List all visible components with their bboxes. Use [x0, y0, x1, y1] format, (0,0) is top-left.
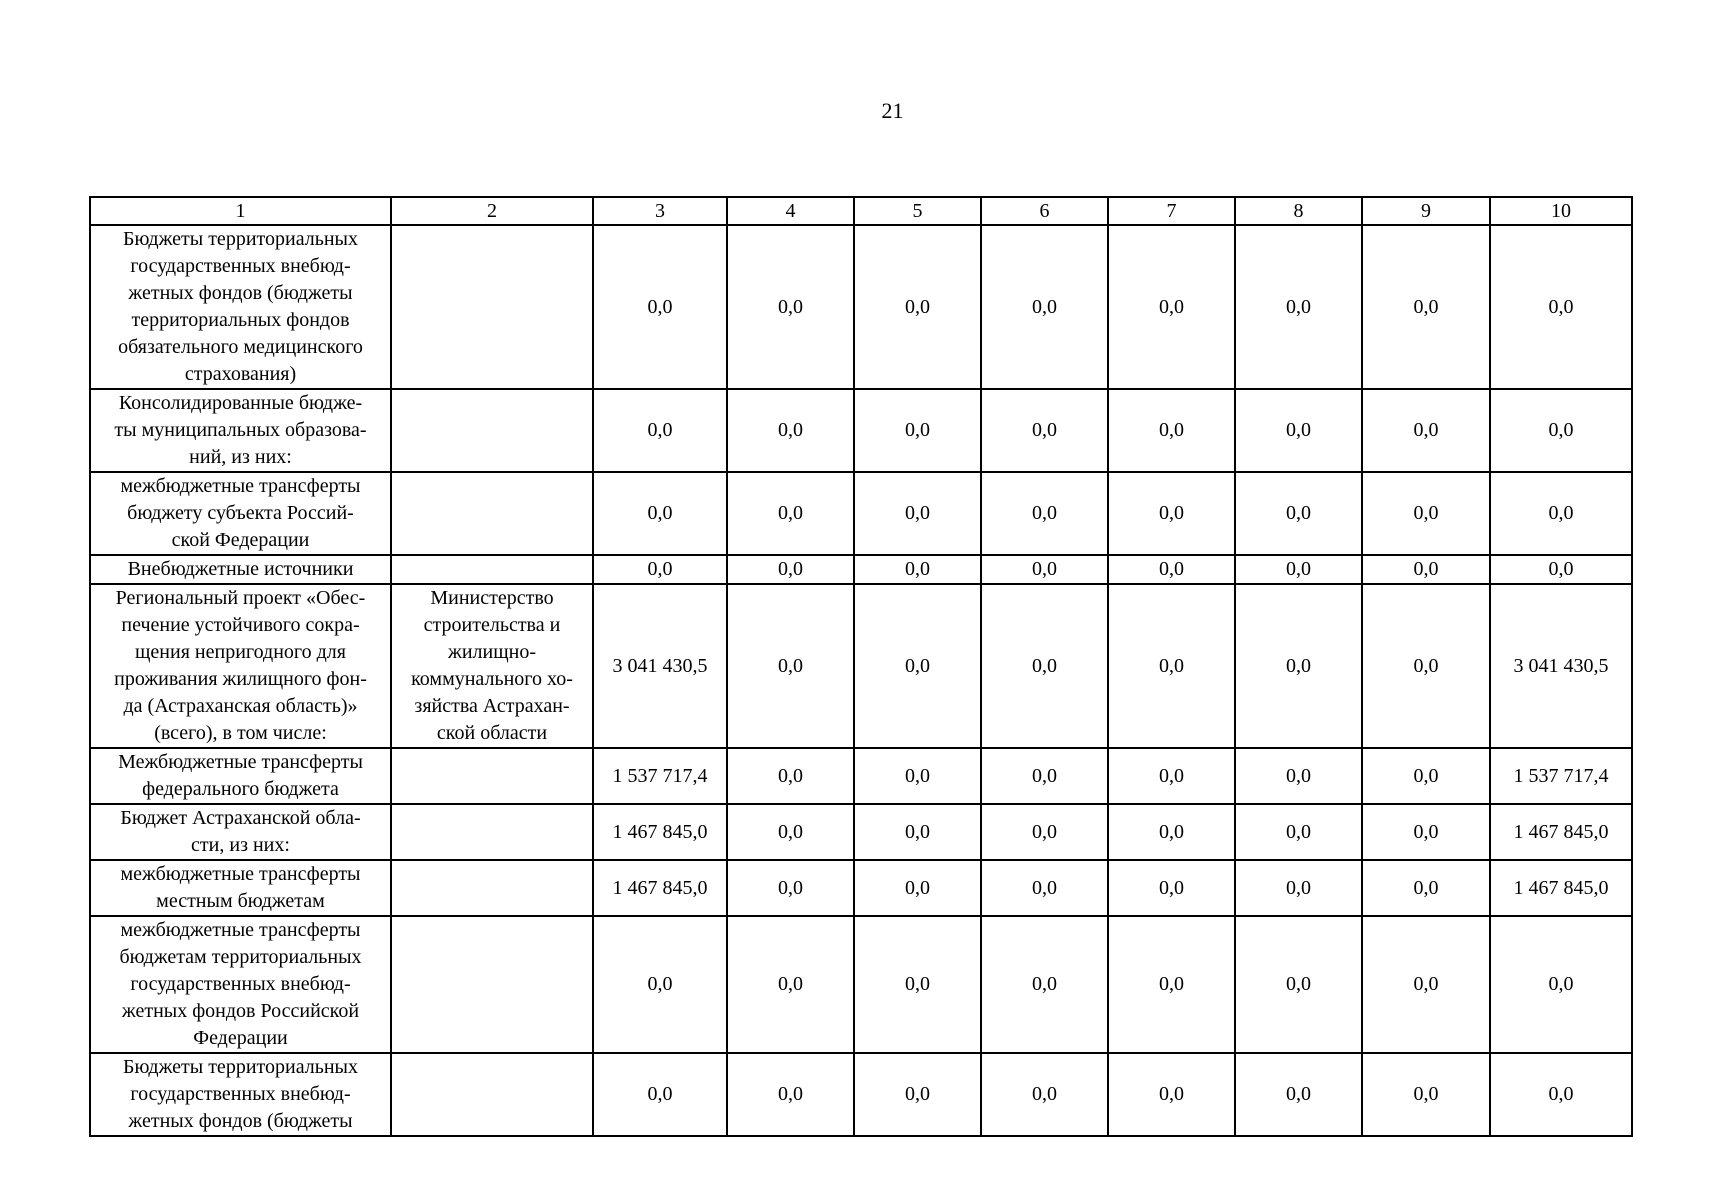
table-row	[90, 804, 1632, 860]
value-cell: 0,0	[981, 225, 1108, 389]
row-label-cell	[90, 555, 391, 584]
value-cell: 0,0	[854, 1053, 981, 1136]
table-row	[90, 860, 1632, 916]
value-cell: 0,0	[1108, 389, 1235, 472]
row-label-cell	[90, 860, 391, 916]
table-row	[90, 584, 1632, 748]
value-cell: 0,0	[1108, 472, 1235, 555]
table-row	[90, 389, 1632, 472]
value-cell: 0,0	[1108, 555, 1235, 584]
value-cell: 0,0	[1362, 472, 1490, 555]
row-label-cell	[90, 225, 391, 389]
value-cell: 0,0	[1362, 860, 1490, 916]
column-header: 7	[1108, 197, 1235, 225]
value-cell: 0,0	[1490, 1053, 1632, 1136]
value-cell: 0,0	[1362, 389, 1490, 472]
row-label-cell	[90, 472, 391, 555]
value-cell: 0,0	[727, 389, 854, 472]
value-cell: 0,0	[1235, 472, 1362, 555]
value-cell: 3 041 430,5	[1490, 584, 1632, 748]
responsible-cell	[391, 1053, 593, 1136]
value-cell: 0,0	[1235, 1053, 1362, 1136]
row-label: межбюджетные трансферты местным бюджетам	[120, 863, 361, 912]
value-cell: 1 537 717,4	[593, 748, 727, 804]
row-label: межбюджетные трансферты бюджету субъекта Россий- ской Федерации	[120, 475, 361, 551]
value-cell: 0,0	[1490, 225, 1632, 389]
value-cell: 1 467 845,0	[1490, 860, 1632, 916]
row-label-cell	[90, 748, 391, 804]
value-cell: 0,0	[593, 472, 727, 555]
value-cell: 0,0	[1362, 225, 1490, 389]
row-label: Внебюджетные источники	[127, 558, 354, 580]
table-row	[90, 555, 1632, 584]
value-cell: 0,0	[1362, 555, 1490, 584]
value-cell: 0,0	[981, 748, 1108, 804]
row-label-cell	[90, 389, 391, 472]
responsible-cell	[391, 748, 593, 804]
table-body	[90, 197, 1632, 1136]
column-header: 2	[391, 197, 593, 225]
responsible-cell	[391, 804, 593, 860]
column-header: 3	[593, 197, 727, 225]
table-row	[90, 225, 1632, 389]
value-cell: 1 467 845,0	[593, 804, 727, 860]
value-cell: 0,0	[593, 916, 727, 1053]
row-label: Бюджет Астраханской обла- сти, из них:	[120, 807, 361, 856]
value-cell: 0,0	[981, 860, 1108, 916]
row-label: межбюджетные трансферты бюджетам территориальных государственных внебюд- жетных фондов Российской Федерации	[119, 919, 362, 1049]
value-cell: 0,0	[1235, 804, 1362, 860]
value-cell: 0,0	[1362, 1053, 1490, 1136]
value-cell: 0,0	[727, 916, 854, 1053]
row-label-cell	[90, 916, 391, 1053]
row-label: Бюджеты территориальных государственных внебюд- жетных фондов (бюджеты территориальных фондов обязательного медицинского страхования)	[118, 228, 363, 385]
value-cell: 0,0	[727, 1053, 854, 1136]
value-cell: 0,0	[981, 916, 1108, 1053]
row-label: Межбюджетные трансферты федерального бюджета	[118, 751, 363, 800]
row-label-cell	[90, 804, 391, 860]
value-cell: 0,0	[854, 804, 981, 860]
value-cell: 0,0	[727, 748, 854, 804]
responsible-cell	[391, 472, 593, 555]
value-cell: 0,0	[1235, 860, 1362, 916]
table-row	[90, 472, 1632, 555]
value-cell: 0,0	[1235, 389, 1362, 472]
value-cell: 0,0	[1108, 860, 1235, 916]
responsible-cell	[391, 555, 593, 584]
value-cell: 0,0	[1108, 916, 1235, 1053]
value-cell: 1 467 845,0	[1490, 804, 1632, 860]
value-cell: 0,0	[1362, 804, 1490, 860]
value-cell: 0,0	[854, 748, 981, 804]
value-cell: 0,0	[854, 916, 981, 1053]
value-cell: 0,0	[1108, 584, 1235, 748]
value-cell: 0,0	[1108, 1053, 1235, 1136]
value-cell: 0,0	[727, 860, 854, 916]
value-cell: 0,0	[593, 389, 727, 472]
value-cell: 0,0	[1490, 389, 1632, 472]
value-cell: 0,0	[593, 225, 727, 389]
value-cell: 0,0	[1108, 748, 1235, 804]
table-row	[90, 1053, 1632, 1136]
value-cell: 1 467 845,0	[593, 860, 727, 916]
value-cell: 0,0	[1362, 748, 1490, 804]
value-cell: 0,0	[854, 584, 981, 748]
table-row	[90, 916, 1632, 1053]
value-cell: 0,0	[854, 389, 981, 472]
value-cell: 0,0	[1490, 555, 1632, 584]
row-label: Бюджеты территориальных государственных внебюд- жетных фондов (бюджеты	[123, 1056, 358, 1132]
value-cell: 0,0	[1490, 916, 1632, 1053]
value-cell: 0,0	[1362, 584, 1490, 748]
value-cell: 0,0	[981, 472, 1108, 555]
value-cell: 0,0	[854, 555, 981, 584]
row-label: Консолидированные бюдже- ты муниципальных образова- ний, из них:	[114, 392, 367, 468]
value-cell: 0,0	[727, 584, 854, 748]
row-label-cell	[90, 1053, 391, 1136]
value-cell: 0,0	[727, 225, 854, 389]
value-cell: 0,0	[1235, 584, 1362, 748]
column-header: 6	[981, 197, 1108, 225]
value-cell: 0,0	[854, 225, 981, 389]
value-cell: 0,0	[1108, 804, 1235, 860]
value-cell: 0,0	[981, 555, 1108, 584]
responsible-cell	[391, 225, 593, 389]
value-cell: 0,0	[981, 389, 1108, 472]
column-header: 10	[1490, 197, 1632, 225]
value-cell: 0,0	[854, 472, 981, 555]
value-cell: 0,0	[1235, 225, 1362, 389]
column-header: 5	[854, 197, 981, 225]
responsible-cell	[391, 916, 593, 1053]
table-row	[90, 748, 1632, 804]
value-cell: 0,0	[593, 555, 727, 584]
value-cell: 3 041 430,5	[593, 584, 727, 748]
column-header: 9	[1362, 197, 1490, 225]
column-header: 1	[90, 197, 391, 225]
budget-table	[89, 196, 1633, 1137]
responsible-cell	[391, 584, 593, 748]
responsible-executor: Министерство строительства и жилищно- коммунального хо- зяйства Астрахан- ской области	[411, 587, 573, 744]
column-header: 4	[727, 197, 854, 225]
value-cell: 0,0	[1235, 916, 1362, 1053]
value-cell: 0,0	[1235, 555, 1362, 584]
page-number: 21	[881, 98, 904, 123]
value-cell: 0,0	[727, 804, 854, 860]
value-cell: 0,0	[981, 584, 1108, 748]
table-header-row	[90, 197, 1632, 225]
value-cell: 0,0	[727, 555, 854, 584]
row-label-cell	[90, 584, 391, 748]
value-cell: 1 537 717,4	[1490, 748, 1632, 804]
row-label: Региональный проект «Обес- печение устойчивого сокра- щения непригодного для проживания жилищного фон- да (Астраханская область)» (всего), в том числе:	[114, 587, 367, 744]
value-cell: 0,0	[981, 804, 1108, 860]
responsible-cell	[391, 389, 593, 472]
value-cell: 0,0	[981, 1053, 1108, 1136]
value-cell: 0,0	[1235, 748, 1362, 804]
value-cell: 0,0	[1362, 916, 1490, 1053]
column-header: 8	[1235, 197, 1362, 225]
value-cell: 0,0	[593, 1053, 727, 1136]
value-cell: 0,0	[854, 860, 981, 916]
value-cell: 0,0	[1108, 225, 1235, 389]
value-cell: 0,0	[1490, 472, 1632, 555]
responsible-cell	[391, 860, 593, 916]
value-cell: 0,0	[727, 472, 854, 555]
